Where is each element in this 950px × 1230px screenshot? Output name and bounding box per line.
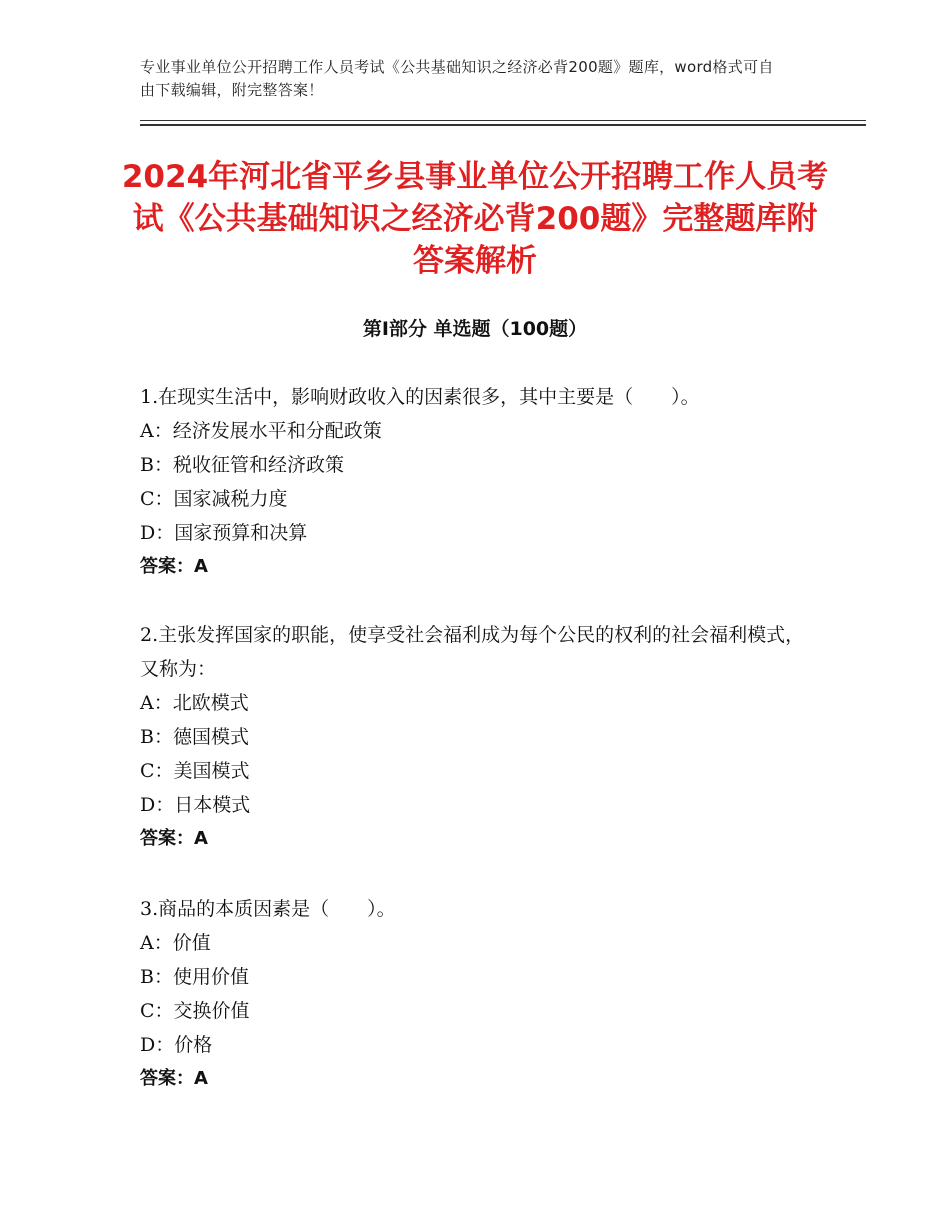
answer: 答案：A [140, 828, 208, 849]
question-3 [140, 892, 820, 1096]
section-heading: 第Ⅰ部分 单选题（100题） [362, 318, 588, 340]
question-2 [140, 618, 820, 856]
option-d: D：国家预算和决算 [140, 522, 308, 544]
question-1 [140, 380, 820, 584]
header-divider-thick [140, 124, 866, 126]
option-b: B：使用价值 [140, 966, 249, 988]
option-a: A：经济发展水平和分配政策 [140, 420, 382, 442]
answer: 答案：A [140, 556, 208, 577]
question-stem: 3.商品的本质因素是（ ）。 [140, 898, 396, 920]
option-c: C：交换价值 [140, 1000, 250, 1022]
document-title: 2024年河北省平乡县事业单位公开招聘工作人员考试《公共基础知识之经济必背200题》完整题库附答案解析 [121, 159, 829, 279]
option-a: A：北欧模式 [140, 692, 249, 714]
option-b: B：德国模式 [140, 726, 249, 748]
option-c: C：国家减税力度 [140, 488, 288, 510]
option-a: A：价值 [140, 932, 211, 954]
option-b: B：税收征管和经济政策 [140, 454, 344, 476]
option-c: C：美国模式 [140, 760, 250, 782]
question-stem: 2.主张发挥国家的职能，使享受社会福利成为每个公民的权利的社会福利模式，又称为： [140, 624, 805, 680]
header-divider-thin [140, 120, 866, 121]
header-note: 专业事业单位公开招聘工作人员考试《公共基础知识之经济必背200题》题库，word格式可自由下载编辑，附完整答案！ [140, 58, 774, 99]
option-d: D：日本模式 [140, 794, 251, 816]
answer: 答案：A [140, 1068, 208, 1089]
option-d: D：价格 [140, 1034, 213, 1056]
question-stem: 1.在现实生活中，影响财政收入的因素很多，其中主要是（ ）。 [140, 386, 700, 408]
